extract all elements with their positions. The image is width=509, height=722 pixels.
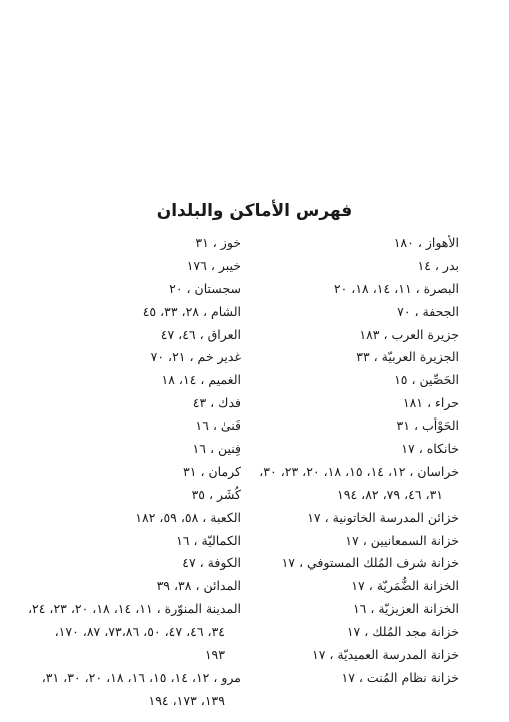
index-entry: العراق ، ٤٦، ٤٧ xyxy=(160,326,241,342)
index-entry: الغميم ، ١٤، ١٨ xyxy=(161,372,241,388)
index-entry: كرمان ، ٣١ xyxy=(183,463,241,479)
index-entry: الجزيرة العربيّة ، ٣٣ xyxy=(356,349,459,365)
index-entry-continuation: ١٣٩، ١٧٣، ١٩٤ xyxy=(148,692,225,708)
index-entry: سجستان ، ٢٠ xyxy=(169,280,241,296)
index-entry: فَنىٰ ، ١٦ xyxy=(195,418,241,434)
index-entry: الشام ، ٢٨، ٣٣، ٤٥ xyxy=(142,303,241,319)
index-entry: خزانة شرف المُلك المستوفي ، ١٧ xyxy=(281,555,459,571)
index-entry: مرو ، ١٢، ١٤، ١٥، ١٦، ١٨، ٢٠، ٣٠، ٣١، xyxy=(41,669,241,685)
index-entry: الأهواز ، ١٨٠ xyxy=(393,235,459,250)
index-entry: غدير خم ، ٢١، ٧٠ xyxy=(150,349,241,365)
index-entry: خانكاه ، ١٧ xyxy=(401,441,459,457)
index-title: فهرس الأماكن والبلدان xyxy=(156,201,353,221)
index-entry: الخزانة العزيزيّة ، ١٦ xyxy=(352,601,459,617)
index-entry: بدر ، ١٤ xyxy=(417,257,459,273)
index-entry-continuation: ٣١، ٤٦، ٧٩، ٨٢، ١٩٤ xyxy=(337,486,443,502)
index-entry: حراء ، ١٨١ xyxy=(402,395,459,411)
index-entry: فِنين ، ١٦ xyxy=(192,441,241,457)
index-entry: الكوفة ، ٤٧ xyxy=(182,555,241,571)
index-entry: خزانة مجد المُلك ، ١٧ xyxy=(346,624,459,640)
index-entry: خزانة نظام المُنت ، ١٧ xyxy=(341,669,459,685)
index-column-left xyxy=(9,232,241,713)
index-entry: المدينة المنوّرة ، ١١، ١٤، ١٨، ٢٠، ٢٣، ٢٤، xyxy=(27,601,241,617)
index-entry: جزيرة العرب ، ١٨٣ xyxy=(359,326,459,342)
index-entry: الكماليّة ، ١٦ xyxy=(176,532,241,548)
index-entry: خيبر ، ١٧٦ xyxy=(186,257,241,273)
index-entry-continuation: ٣٤، ٤٦، ٤٧، ٥٠، ٧٣،٨٦، ٨٧، ١٧٠، xyxy=(54,624,225,640)
index-entry: خوز ، ٣١ xyxy=(195,235,241,250)
index-entry: خزانة السمعانيين ، ١٧ xyxy=(345,532,459,548)
index-entry: الحَوْأب ، ٣١ xyxy=(396,418,459,434)
index-entry: المدائن ، ٣٨، ٣٩ xyxy=(156,578,241,594)
index-entry: الحَصِّين ، ١٥ xyxy=(394,372,459,388)
index-entry: فدك ، ٤٣ xyxy=(192,395,241,411)
index-entry: الكعبة ، ٥٨، ٥٩، ١٨٢ xyxy=(135,509,241,525)
index-entry: خزائن المدرسة الخاتونية ، ١٧ xyxy=(307,509,459,525)
index-entry: الخزانة الضُّمَريّة ، ١٧ xyxy=(351,578,459,594)
index-entry: خزانة المدرسة العميديّة ، ١٧ xyxy=(312,647,459,663)
index-column-right xyxy=(229,232,459,690)
index-entry: البصرة ، ١١، ١٤، ١٨، ٢٠ xyxy=(333,280,459,296)
index-entry-continuation: ١٩٣ xyxy=(204,647,225,663)
index-entry: كُشَر ، ٣٥ xyxy=(191,486,241,502)
index-entry: خراسان ، ١٢، ١٤، ١٥، ١٨، ٢٠، ٢٣، ٣٠، xyxy=(259,463,459,479)
index-entry: الجحفة ، ٧٠ xyxy=(397,303,459,319)
